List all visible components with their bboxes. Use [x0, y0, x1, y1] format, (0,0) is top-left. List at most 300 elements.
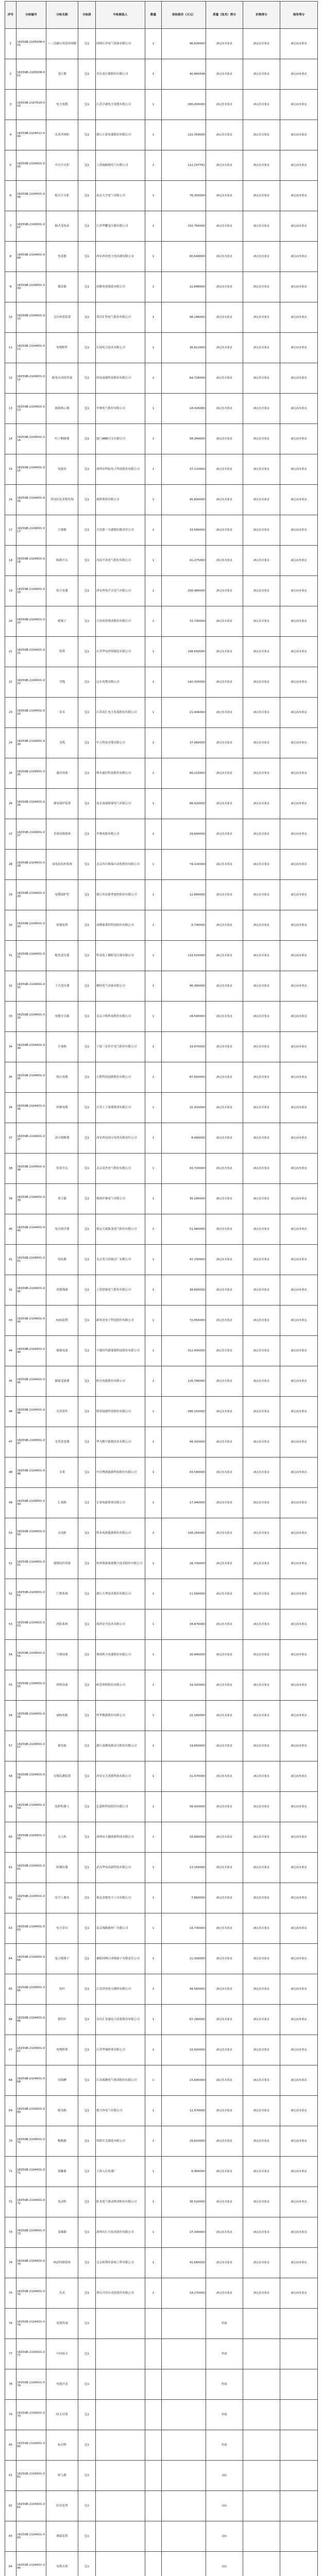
cell-code: 1825SB-2104001-027 [16, 819, 46, 850]
cell-winner: 浙江大华技术股份有限公司 [96, 1579, 145, 1609]
cell-quality: 满足技术要求 [206, 150, 243, 181]
cell-quantity: 1 [145, 606, 162, 637]
cell-name: 充电桩 [46, 1518, 78, 1549]
cell-quantity: 1 [145, 1670, 162, 1701]
cell-price: 满足技术要求 [243, 2065, 280, 2096]
cell-quantity: 2 [145, 1518, 162, 1549]
cell-price [243, 2461, 280, 2491]
cell-seq: 8 [5, 242, 16, 272]
cell-name: 无人机 [46, 1822, 78, 1853]
cell-amount: 67,280000 [162, 2005, 206, 2035]
cell-business: 满足商务要求 [280, 454, 318, 485]
cell-name: 导线 [46, 667, 78, 698]
cell-code: 1825SB-2104001-043 [16, 1306, 46, 1336]
table-row [5, 1002, 318, 1032]
cell-name: 接触器 [46, 2157, 78, 2187]
cell-business: 满足商务要求 [280, 910, 318, 941]
cell-segment: 包1 [78, 1518, 96, 1549]
cell-quantity: 1 [145, 1488, 162, 1518]
cell-amount: 33,560000 [162, 515, 206, 546]
table-row [5, 59, 318, 90]
cell-business: 满足商务要求 [280, 637, 318, 667]
cell-segment: 包1 [78, 424, 96, 454]
cell-quality: 流标 [206, 2552, 243, 2576]
cell-quantity: 1 [145, 2126, 162, 2157]
cell-price: 满足技术要求 [243, 29, 280, 59]
cell-name: 视频监控设备 [46, 1549, 78, 1579]
table-row [5, 1609, 318, 1640]
cell-segment: 包1 [78, 1184, 96, 1214]
cell-code: 1825SB-2104001-072 [16, 2187, 46, 2217]
cell-segment: 包1 [78, 2461, 96, 2491]
cell-business: 满足商务要求 [280, 1913, 318, 1944]
cell-price: 满足技术要求 [243, 2126, 280, 2157]
cell-amount: 46,500000 [162, 29, 206, 59]
cell-quantity: 1 [145, 2035, 162, 2065]
cell-name: 继电保护装置 [46, 789, 78, 819]
cell-quality: 满足技术要求 [206, 1062, 243, 1093]
cell-segment: 包1 [78, 1853, 96, 1883]
table-row [5, 2369, 318, 2400]
cell-quantity: 1 [145, 1944, 162, 1974]
cell-amount: 122,359000 [162, 120, 206, 150]
cell-price: 满足技术要求 [243, 1670, 280, 1701]
cell-winner [96, 2339, 145, 2369]
cell-price: 满足技术要求 [243, 333, 280, 363]
cell-price: 满足技术要求 [243, 1488, 280, 1518]
cell-quantity [145, 2491, 162, 2521]
cell-amount: 29,640000 [162, 819, 206, 850]
cell-price: 满足技术要求 [243, 2187, 280, 2217]
cell-price: 满足技术要求 [243, 272, 280, 302]
cell-code: 1825SB-2104001-021 [16, 637, 46, 667]
cell-code: 1825SB-2104001-033 [16, 1002, 46, 1032]
cell-name: 电缆支架 [46, 2552, 78, 2576]
cell-code: 1825SB-2104001-008 [16, 242, 46, 272]
cell-winner: 亿嘉和科技股份有限公司 [96, 1792, 145, 1822]
cell-seq: 62 [5, 1883, 16, 1913]
cell-code: 1825SB-2104001-028 [16, 850, 46, 880]
cell-winner [96, 2309, 145, 2339]
cell-code: 1825SB-2104001-007 [16, 211, 46, 242]
cell-quality: 满足技术要求 [206, 2278, 243, 2309]
cell-winner: 重庆川仪自动化股份有限公司 [96, 2278, 145, 2309]
cell-price: 满足技术要求 [243, 59, 280, 90]
cell-price [243, 2369, 280, 2400]
cell-name: 光伏逆变器 [46, 1427, 78, 1458]
cell-code: 1825SB-2104001-048 [16, 1458, 46, 1488]
cell-price: 满足技术要求 [243, 1518, 280, 1549]
cell-quantity [145, 2400, 162, 2430]
cell-amount: 15,920000 [162, 2035, 206, 2065]
cell-segment: 包1 [78, 2248, 96, 2278]
cell-business: 满足商务要求 [280, 1306, 318, 1336]
cell-quantity: 1 [145, 546, 162, 576]
table-row [5, 698, 318, 728]
cell-amount: 9,740000 [162, 910, 206, 941]
cell-segment: 包1 [78, 1427, 96, 1458]
cell-price [243, 2309, 280, 2339]
cell-winner [96, 2491, 145, 2521]
cell-code: 1825SB-2104001-034 [16, 1032, 46, 1062]
cell-quantity: 1 [145, 1214, 162, 1245]
cell-winner [96, 2400, 145, 2430]
cell-business: 满足商务要求 [280, 789, 318, 819]
cell-winner: 荣信汇科电气股份有限公司 [96, 302, 145, 333]
cell-code: 1825SB-2104001-058 [16, 1761, 46, 1792]
cell-amount: 12,860000 [162, 880, 206, 910]
cell-winner: 浙江伟星新型建材股份有限公司 [96, 880, 145, 910]
cell-amount [162, 2309, 206, 2339]
cell-price: 满足技术要求 [243, 1640, 280, 1670]
table-row [5, 1275, 318, 1306]
table-row [5, 1032, 318, 1062]
cell-code: 1825SB-2104001-056 [16, 1701, 46, 1731]
cell-amount [162, 2521, 206, 2552]
cell-business: 满足商务要求 [280, 1822, 318, 1853]
table-row [5, 1336, 318, 1366]
cell-business: 满足商务要求 [280, 2187, 318, 2217]
cell-seq: 3 [5, 90, 16, 120]
cell-price [243, 2552, 280, 2576]
cell-quality: 满足技术要求 [206, 1853, 243, 1883]
cell-quantity: 1 [145, 485, 162, 515]
cell-quality: 满足技术要求 [206, 1579, 243, 1609]
cell-name: 低压电缆 [46, 1062, 78, 1093]
cell-quality: 满足技术要求 [206, 2157, 243, 2187]
cell-quality: 暂缓 [206, 2309, 243, 2339]
cell-winner: 中天科技光缆有限公司 [96, 728, 145, 758]
table-row [5, 1701, 318, 1731]
cell-quantity: 1 [145, 1822, 162, 1853]
cell-seq: 27 [5, 819, 16, 850]
cell-winner: 上海人民电器厂 [96, 2157, 145, 2187]
cell-seq: 70 [5, 2126, 16, 2157]
cell-price: 满足技术要求 [243, 211, 280, 242]
cell-amount: 27,120000 [162, 454, 206, 485]
cell-quality: 满足技术要求 [206, 1488, 243, 1518]
cell-quality: 满足技术要求 [206, 363, 243, 394]
cell-business: 满足商务要求 [280, 1761, 318, 1792]
cell-code: 1825SB-2104001-044 [16, 1336, 46, 1366]
cell-quality: 满足技术要求 [206, 1458, 243, 1488]
cell-business [280, 2369, 318, 2400]
cell-segment: 包1 [78, 546, 96, 576]
header-quantity: 数量 [145, 2, 162, 29]
cell-price: 满足技术要求 [243, 1549, 280, 1579]
table-row [5, 2278, 318, 2309]
cell-name: 计量箱 [46, 1032, 78, 1062]
cell-quality: 暂缓 [206, 2400, 243, 2430]
cell-segment: 包1 [78, 1640, 96, 1670]
cell-price: 满足技术要求 [243, 1366, 280, 1397]
table-row [5, 1062, 318, 1093]
cell-name: 电杆 [46, 1974, 78, 2005]
cell-amount: 19,650000 [162, 1731, 206, 1761]
cell-seq: 61 [5, 1853, 16, 1883]
cell-seq: 58 [5, 1761, 16, 1792]
cell-winner: 抚顺电瓷制造有限公司 [96, 272, 145, 302]
cell-quantity: 2 [145, 363, 162, 394]
header-amount: 投标报价（万元） [162, 2, 206, 29]
cell-amount: 58,920000 [162, 1792, 206, 1822]
cell-price: 满足技术要求 [243, 2035, 280, 2065]
cell-name: 电压调节器 [46, 1214, 78, 1245]
cell-seq: 79 [5, 2400, 16, 2430]
cell-price: 满足技术要求 [243, 2157, 280, 2187]
cell-seq: 53 [5, 1609, 16, 1640]
cell-code: 1825SB-2104001-016 [16, 485, 46, 515]
cell-segment: 包1 [78, 2126, 96, 2157]
cell-amount: 24,590000 [162, 1002, 206, 1032]
cell-quantity: 1 [145, 2217, 162, 2248]
cell-seq: 23 [5, 698, 16, 728]
cell-amount: 18,426000 [162, 394, 206, 424]
table-row [5, 211, 318, 242]
cell-amount: 22,180000 [162, 1701, 206, 1731]
cell-name: 无功补偿装置 [46, 302, 78, 333]
cell-amount: 152,760000 [162, 211, 206, 242]
cell-quality: 满足技术要求 [206, 2248, 243, 2278]
cell-amount: 8,460000 [162, 1123, 206, 1154]
cell-segment: 包1 [78, 1488, 96, 1518]
cell-winner: 北京四方继保自动化股份有限公司 [96, 850, 145, 880]
cell-business: 满足商务要求 [280, 1792, 318, 1822]
cell-name: 蓄电池 [46, 1731, 78, 1761]
cell-business: 满足商务要求 [280, 59, 318, 90]
cell-seq: 16 [5, 485, 16, 515]
cell-name: 钢管杆 [46, 2005, 78, 2035]
cell-amount: 34,870000 [162, 1609, 206, 1640]
cell-amount: 16,840000 [162, 1822, 206, 1853]
cell-winner: 上海思源电气股份有限公司 [96, 1275, 145, 1306]
cell-amount: 58,344000 [162, 424, 206, 454]
cell-name: 储能电池 [46, 1336, 78, 1366]
cell-price: 满足技术要求 [243, 880, 280, 910]
cell-code: 1825SB-2104001-045 [16, 1366, 46, 1397]
cell-segment: 包1 [78, 1214, 96, 1245]
cell-amount [162, 2430, 206, 2461]
cell-winner: 长园电力技术有限公司 [96, 333, 145, 363]
cell-business: 满足商务要求 [280, 1123, 318, 1154]
cell-business [280, 2339, 318, 2369]
cell-name: 仪表 [46, 2278, 78, 2309]
cell-amount: 51,960000 [162, 1214, 206, 1245]
cell-business: 满足商务要求 [280, 333, 318, 363]
cell-segment: 包1 [78, 90, 96, 120]
cell-seq: 57 [5, 1731, 16, 1761]
cell-amount: 66,215000 [162, 758, 206, 789]
cell-segment: 包1 [78, 1397, 96, 1427]
cell-winner: 北京双杰电气股份有限公司 [96, 1154, 145, 1184]
cell-price: 满足技术要求 [243, 1944, 280, 1974]
cell-price: 满足技术要求 [243, 941, 280, 971]
cell-business: 满足商务要求 [280, 485, 318, 515]
cell-seq: 39 [5, 1184, 16, 1214]
cell-segment: 包1 [78, 1579, 96, 1609]
cell-amount [162, 2491, 206, 2521]
cell-business: 满足商务要求 [280, 576, 318, 606]
cell-seq: 4 [5, 120, 16, 150]
cell-code: 1825SB-2104001-047 [16, 1427, 46, 1458]
cell-business: 满足商务要求 [280, 1458, 318, 1488]
cell-business: 满足商务要求 [280, 2096, 318, 2126]
cell-price: 满足技术要求 [243, 728, 280, 758]
cell-segment: 包1 [78, 971, 96, 1002]
cell-winner [96, 2461, 145, 2491]
cell-name: 直流电源系统 [46, 819, 78, 850]
cell-winner: 特变电工衡阳变压器有限公司 [96, 941, 145, 971]
cell-amount: 312,400000 [162, 1336, 206, 1366]
cell-quality: 满足技术要求 [206, 1366, 243, 1397]
cell-amount [162, 2461, 206, 2491]
cell-seq: 32 [5, 971, 16, 1002]
cell-business: 满足商务要求 [280, 424, 318, 454]
cell-seq: 1 [5, 29, 16, 59]
cell-name: 高压熔断器 [46, 1123, 78, 1154]
cell-segment: 包1 [78, 2005, 96, 2035]
cell-business [280, 2521, 318, 2552]
cell-seq: 49 [5, 1488, 16, 1518]
cell-name: 复合绝缘子 [46, 1944, 78, 1974]
cell-quantity: 1 [145, 1062, 162, 1093]
cell-name: 空调设备 [46, 1640, 78, 1670]
cell-price: 满足技术要求 [243, 242, 280, 272]
cell-quality: 满足技术要求 [206, 1397, 243, 1427]
cell-segment: 包1 [78, 1245, 96, 1275]
cell-segment: 包1 [78, 2217, 96, 2248]
cell-seq: 36 [5, 1093, 16, 1123]
cell-name: 避雷器 [46, 272, 78, 302]
cell-code: 1825SB-2107016-003 [16, 90, 46, 120]
cell-price: 满足技术要求 [243, 667, 280, 698]
cell-segment: 包1 [78, 1002, 96, 1032]
cell-winner: 德力西电气有限公司 [96, 2096, 145, 2126]
cell-seq: 29 [5, 880, 16, 910]
cell-business: 满足商务要求 [280, 394, 318, 424]
cell-quality: 满足技术要求 [206, 819, 243, 850]
bid-results-table [5, 1, 318, 2576]
cell-quantity: 1 [145, 1002, 162, 1032]
cell-name: 电缆附件 [46, 333, 78, 363]
cell-segment: 包1 [78, 302, 96, 333]
cell-name: 电动机 [46, 2187, 78, 2217]
cell-code: 1825SB-2104001-010 [16, 302, 46, 333]
cell-name: 接地装置 [46, 910, 78, 941]
cell-code: 1825SB-2104001-077 [16, 2339, 46, 2369]
cell-quantity [145, 2339, 162, 2369]
cell-quantity: 1 [145, 1883, 162, 1913]
cell-amount: 45,890000 [162, 485, 206, 515]
cell-segment: 包1 [78, 29, 96, 59]
cell-winner: 青岛变压器股份有限公司 [96, 59, 145, 90]
cell-code: 1825SB-2104001-039 [16, 1184, 46, 1214]
table-row [5, 1366, 318, 1397]
cell-quality: 满足技术要求 [206, 1822, 243, 1853]
cell-business [280, 2552, 318, 2576]
cell-seq: 41 [5, 1245, 16, 1275]
cell-quantity: 1 [145, 1123, 162, 1154]
cell-quantity: 1 [145, 910, 162, 941]
cell-amount: 47,230000 [162, 1245, 206, 1275]
cell-winner: 杭州海康威视数字技术股份有限公司 [96, 1549, 145, 1579]
cell-name: 汇流箱 [46, 1488, 78, 1518]
table-row [5, 302, 318, 333]
cell-quantity: 1 [145, 1640, 162, 1670]
cell-amount: 40,960546 [162, 59, 206, 90]
table-row [5, 2035, 318, 2065]
cell-winner: 烽火通信科技股份有限公司 [96, 758, 145, 789]
cell-quantity: 1 [145, 211, 162, 242]
cell-amount: 142,300000 [162, 667, 206, 698]
cell-quality: 满足技术要求 [206, 2035, 243, 2065]
cell-name: 柱上断路器 [46, 424, 78, 454]
cell-segment: 包1 [78, 485, 96, 515]
table-row [5, 150, 318, 181]
cell-business: 满足商务要求 [280, 2035, 318, 2065]
cell-seq: 74 [5, 2248, 16, 2278]
cell-quantity: 1 [145, 454, 162, 485]
table-row [5, 2065, 318, 2096]
table-row [5, 2400, 318, 2430]
cell-business: 满足商务要求 [280, 1974, 318, 2005]
cell-quality: 满足技术要求 [206, 1974, 243, 2005]
cell-amount: 12,470000 [162, 2096, 206, 2126]
table-row [5, 1974, 318, 2005]
cell-seq: 11 [5, 333, 16, 363]
cell-name: 测温装置 [46, 2521, 78, 2552]
cell-quality: 满足技术要求 [206, 1701, 243, 1731]
cell-segment: 包1 [78, 667, 96, 698]
table-row [5, 1245, 318, 1275]
cell-segment: 包1 [78, 698, 96, 728]
cell-code: 1825SB-2104001-009 [16, 272, 46, 302]
cell-business: 满足商务要求 [280, 850, 318, 880]
cell-winner [96, 2521, 145, 2552]
cell-code: 1825SB-2104001-031 [16, 941, 46, 971]
cell-code: 1825SB-2104001-012 [16, 363, 46, 394]
cell-quality: 满足技术要求 [206, 698, 243, 728]
cell-quantity: 1 [145, 1032, 162, 1062]
cell-seq: 50 [5, 1518, 16, 1549]
cell-business: 满足商务要求 [280, 181, 318, 211]
cell-quality: 满足技术要求 [206, 789, 243, 819]
cell-name: 负荷开关 [46, 1154, 78, 1184]
cell-amount: 19,870000 [162, 1032, 206, 1062]
cell-quantity: 1 [145, 1427, 162, 1458]
cell-seq: 48 [5, 1458, 16, 1488]
cell-quantity: 1 [145, 394, 162, 424]
cell-name: 储能变流器 [46, 1366, 78, 1397]
cell-seq: 44 [5, 1336, 16, 1366]
cell-price: 满足技术要求 [243, 1761, 280, 1792]
cell-segment: 包1 [78, 1336, 96, 1366]
cell-quantity: 1 [145, 424, 162, 454]
cell-code: 1825SB-2104001-061 [16, 1853, 46, 1883]
cell-winner: 南京线路器材厂有限公司 [96, 1913, 145, 1944]
cell-price [243, 2521, 280, 2552]
cell-quality: 流标 [206, 2491, 243, 2521]
cell-quality: 满足技术要求 [206, 941, 243, 971]
table-row [5, 1184, 318, 1214]
cell-winner: 江苏苏电电力器材有限公司 [96, 1974, 145, 2005]
cell-name: 光缆 [46, 728, 78, 758]
cell-price: 满足技术要求 [243, 1306, 280, 1336]
cell-quality: 满足技术要求 [206, 1518, 243, 1549]
cell-business: 满足商务要求 [280, 272, 318, 302]
cell-winner: 隆基绿能科技股份有限公司 [96, 1397, 145, 1427]
cell-name: 防雷装置 [46, 2491, 78, 2521]
